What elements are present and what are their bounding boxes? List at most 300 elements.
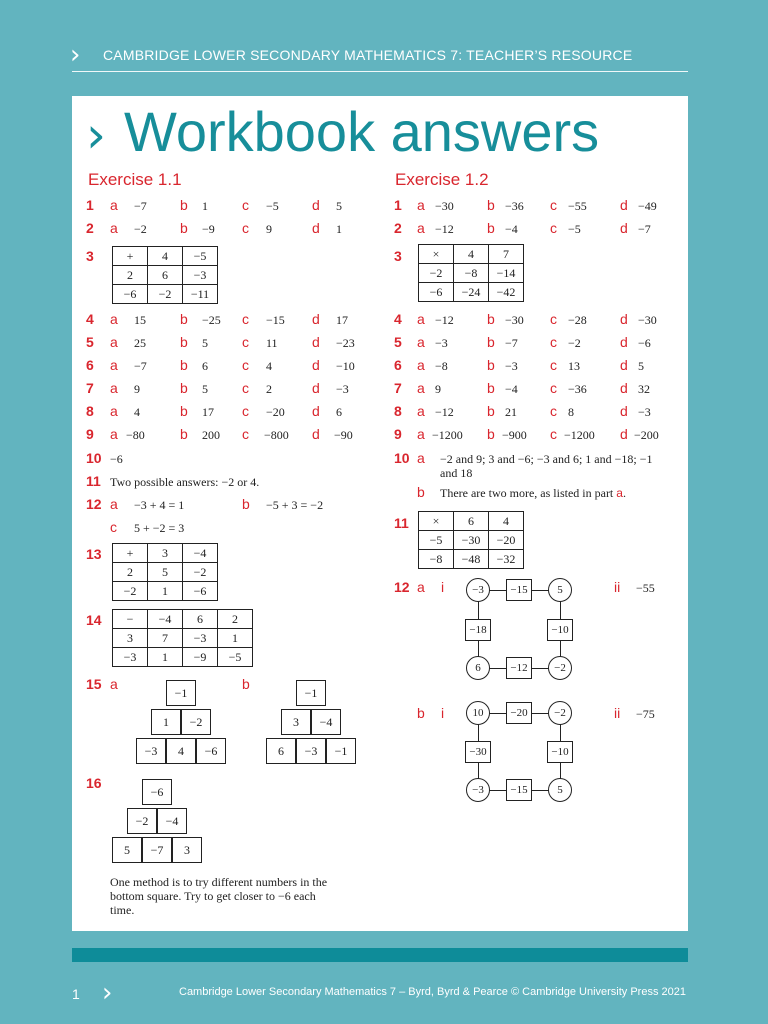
question-number: 6 [86, 357, 94, 373]
answer-value: −2 and 9; 3 and −6; −3 and 6; 1 and −18; −1 and 18 [440, 452, 653, 480]
answer-row [72, 357, 372, 377]
footer-bar [72, 948, 688, 962]
part-label: c [242, 403, 249, 419]
part-label: c [242, 357, 249, 373]
part-label: d [620, 334, 628, 350]
part-label: b [180, 380, 188, 396]
part-label: a [110, 357, 118, 373]
corner-circle: 5 [548, 778, 572, 802]
page-header [0, 40, 768, 72]
answer-value: −7 [505, 336, 518, 350]
answer-value: 6 [202, 359, 208, 373]
answer-value: −7 [134, 199, 147, 213]
answer-value: −6 [638, 336, 651, 350]
part-label: b [180, 426, 188, 442]
part-label: c [550, 426, 557, 442]
addition-table [112, 246, 218, 304]
table-cell: −48 [454, 550, 489, 569]
product-square: −15 [506, 779, 532, 801]
part-label: a [417, 197, 425, 213]
question-number: 11 [394, 515, 409, 531]
pyramid-cell: 6 [266, 738, 296, 764]
answer-value: −2 [134, 222, 147, 236]
product-square: −20 [506, 702, 532, 724]
table-cell: −4 [148, 610, 183, 629]
part-label: a [417, 311, 425, 327]
answer-value: 32 [638, 382, 650, 396]
table-cell: −30 [454, 531, 489, 550]
answer-row [380, 357, 680, 377]
part-label: d [312, 403, 320, 419]
answer-value: −90 [334, 428, 353, 442]
answer-row [72, 519, 372, 539]
part-label: c [550, 357, 557, 373]
answer-row [72, 450, 372, 470]
table-cell: −14 [489, 264, 524, 283]
table-cell: 4 [489, 512, 524, 531]
part-label: d [312, 334, 320, 350]
question-number: 14 [86, 612, 102, 628]
part-label: a [110, 197, 118, 213]
part-label: b [487, 197, 495, 213]
part-label: c [550, 311, 557, 327]
table-cell: −2 [113, 582, 148, 601]
answer-value: −23 [336, 336, 355, 350]
answer-value: −49 [638, 199, 657, 213]
table-cell: −6 [419, 283, 454, 302]
answer-value [440, 486, 680, 500]
table-cell: − [113, 610, 148, 629]
pyramid-cell: −6 [196, 738, 226, 764]
answer-value: 4 [134, 405, 140, 419]
corner-circle: −3 [466, 578, 490, 602]
answer-row [380, 197, 680, 217]
answer-value: −200 [634, 428, 659, 442]
pyramid-cell: −3 [136, 738, 166, 764]
part-label: a [417, 220, 425, 236]
question-number: 5 [394, 334, 402, 350]
pyramid-cell: 5 [112, 837, 142, 863]
answer-value: −3 [435, 336, 448, 350]
answer-row [72, 426, 372, 446]
answer-value: −5 [266, 199, 279, 213]
part-label: d [620, 357, 628, 373]
chevron-right-icon: › [86, 106, 106, 164]
exercise-1-2-title: Exercise 1.2 [395, 170, 489, 189]
corner-circle: 6 [466, 656, 490, 680]
part-label: b [180, 197, 188, 213]
answer-value: 5 [638, 359, 644, 373]
table-cell: −2 [183, 563, 218, 582]
part-label: c [242, 334, 249, 350]
pyramid-cell: 4 [166, 738, 196, 764]
answer-row [72, 380, 372, 400]
table-cell: −42 [489, 283, 524, 302]
page-number: 1 [72, 986, 80, 1002]
subpart-label: i [441, 705, 445, 721]
pyramid-cell: −4 [157, 808, 187, 834]
question-number: 10 [86, 450, 102, 466]
answer-value: 11 [266, 336, 278, 350]
answer-value: 8 [568, 405, 574, 419]
table-cell: 4 [148, 247, 183, 266]
question-number: 15 [86, 676, 102, 692]
question-number: 1 [394, 197, 402, 213]
part-label: a [417, 450, 425, 466]
table-cell: 2 [113, 563, 148, 582]
answer-value: −20 [266, 405, 285, 419]
question-number: 2 [86, 220, 94, 236]
part-label: a [417, 380, 425, 396]
answer-value: −75 [636, 707, 655, 721]
part-label: d [620, 380, 628, 396]
part-label: a [110, 426, 118, 442]
pyramid-cell: −2 [181, 709, 211, 735]
answer-value: −80 [126, 428, 145, 442]
part-label: c [550, 220, 557, 236]
table-cell: + [113, 544, 148, 563]
table-cell: −32 [489, 550, 524, 569]
part-label: d [312, 311, 320, 327]
table-cell: + [113, 247, 148, 266]
answer-row [72, 334, 372, 354]
answer-value: −4 [505, 382, 518, 396]
part-label: a [417, 403, 425, 419]
question-number: 9 [86, 426, 94, 442]
pyramid-cell: −7 [142, 837, 172, 863]
part-label: d [620, 403, 628, 419]
corner-circle: −2 [548, 701, 572, 725]
part-label: c [242, 380, 249, 396]
table-cell: −9 [183, 648, 218, 667]
subtraction-table [112, 609, 253, 667]
part-label: b [417, 484, 425, 500]
table-cell: −24 [454, 283, 489, 302]
answer-row [72, 403, 372, 423]
part-label: a [110, 311, 118, 327]
question-number: 10 [394, 450, 410, 466]
part-label: b [487, 311, 495, 327]
table-cell: −5 [218, 648, 253, 667]
answer-value: 13 [568, 359, 580, 373]
table-cell: 3 [113, 629, 148, 648]
part-reference: a [616, 486, 623, 500]
answer-value: −12 [435, 405, 454, 419]
answer-value: −36 [505, 199, 524, 213]
pyramid-cell: −3 [296, 738, 326, 764]
part-label: b [487, 220, 495, 236]
part-label: a [417, 357, 425, 373]
pyramid-cell: −1 [296, 680, 326, 706]
answer-value: −30 [638, 313, 657, 327]
answer-row [380, 334, 680, 354]
answer-value: −7 [638, 222, 651, 236]
answer-value: 9 [435, 382, 441, 396]
answer-row [72, 473, 372, 493]
table-cell: 7 [148, 629, 183, 648]
answer-value: −1200 [564, 428, 595, 442]
part-label: d [312, 426, 320, 442]
answer-row [380, 220, 680, 240]
answer-value: 17 [336, 313, 348, 327]
answer-value: −30 [435, 199, 454, 213]
question-number: 3 [86, 248, 94, 264]
part-label: a [417, 334, 425, 350]
table-cell: −5 [183, 247, 218, 266]
page-title: Workbook answers [124, 100, 600, 163]
answer-value: −30 [505, 313, 524, 327]
answer-text-end: . [622, 486, 626, 500]
question-number: 12 [86, 496, 102, 512]
part-label: b [487, 334, 495, 350]
part-label: b [487, 380, 495, 396]
part-label: b [242, 676, 250, 692]
table-cell: −2 [148, 285, 183, 304]
part-label: d [312, 380, 320, 396]
question-number: 9 [394, 426, 402, 442]
answer-value: −3 [505, 359, 518, 373]
answer-value: −2 [568, 336, 581, 350]
answer-value: −7 [134, 359, 147, 373]
answer-value: −55 [568, 199, 587, 213]
part-label: a [417, 426, 425, 442]
part-label: c [242, 220, 249, 236]
table-cell: 1 [218, 629, 253, 648]
part-label: a [110, 676, 118, 692]
part-label: a [417, 579, 425, 595]
part-label: b [242, 496, 250, 512]
part-label: a [110, 403, 118, 419]
addition-table [112, 543, 218, 601]
product-square: −12 [506, 657, 532, 679]
multiplication-table [418, 244, 524, 302]
part-label: a [110, 496, 118, 512]
question-number: 11 [86, 473, 101, 489]
part-label: b [487, 357, 495, 373]
answer-value: 25 [134, 336, 146, 350]
table-cell: −6 [183, 582, 218, 601]
part-label: a [110, 334, 118, 350]
part-label: c [110, 519, 117, 535]
table-cell: −3 [113, 648, 148, 667]
answer-value: −3 [336, 382, 349, 396]
answer-value: −8 [435, 359, 448, 373]
answer-value: −900 [502, 428, 527, 442]
corner-circle: −3 [466, 778, 490, 802]
part-label: b [487, 426, 495, 442]
subpart-label: ii [614, 705, 621, 721]
table-cell: −8 [454, 264, 489, 283]
answer-value: 1 [202, 199, 208, 213]
answer-row [380, 426, 680, 446]
answer-row [72, 311, 372, 331]
table-cell: −2 [419, 264, 454, 283]
answer-value: 15 [134, 313, 146, 327]
part-label: d [312, 197, 320, 213]
answer-row [380, 380, 680, 400]
product-square: −10 [547, 619, 573, 641]
part-label: a [110, 380, 118, 396]
part-label: c [550, 334, 557, 350]
answer-value: 6 [336, 405, 342, 419]
table-cell: 4 [454, 245, 489, 264]
answer-value: 2 [266, 382, 272, 396]
product-square: −15 [506, 579, 532, 601]
answer-value: −12 [435, 313, 454, 327]
part-label: d [312, 357, 320, 373]
product-square: −18 [465, 619, 491, 641]
answer-value: 17 [202, 405, 214, 419]
table-cell: 1 [148, 648, 183, 667]
exercise-1-1-title: Exercise 1.1 [88, 170, 182, 189]
answer-value: 9 [266, 222, 272, 236]
table-cell: × [419, 512, 454, 531]
answer-value: −10 [336, 359, 355, 373]
answer-value: 200 [202, 428, 220, 442]
answer-value: −25 [202, 313, 221, 327]
question-number: 2 [394, 220, 402, 236]
table-cell: −11 [183, 285, 218, 304]
answer-value: 1 [336, 222, 342, 236]
pyramid-cell: −1 [166, 680, 196, 706]
part-label: b [180, 403, 188, 419]
table-cell: 2 [218, 610, 253, 629]
answer-value: −3 [638, 405, 651, 419]
question-number: 1 [86, 197, 94, 213]
part-label: b [180, 334, 188, 350]
part-label: b [180, 220, 188, 236]
question-number: 7 [394, 380, 402, 396]
table-cell: −3 [183, 266, 218, 285]
part-label: a [110, 220, 118, 236]
question-number: 6 [394, 357, 402, 373]
answer-row [72, 197, 372, 217]
answer-value: 4 [266, 359, 272, 373]
table-cell: 7 [489, 245, 524, 264]
chevron-right-icon: › [102, 978, 113, 1008]
part-label: c [550, 380, 557, 396]
answer-value: −28 [568, 313, 587, 327]
answer-value: −5 + 3 = −2 [266, 498, 324, 512]
corner-circle: 10 [466, 701, 490, 725]
method-note: One method is to try different numbers in the bottom square. Try to get closer to −6 each time. [110, 875, 328, 917]
part-label: d [620, 311, 628, 327]
question-number: 7 [86, 380, 94, 396]
answer-value: 5 + −2 = 3 [134, 521, 185, 535]
answer-value: Two possible answers: −2 or 4. [110, 475, 260, 489]
answer-value: 21 [505, 405, 517, 419]
part-label: c [550, 197, 557, 213]
answer-row [72, 496, 372, 516]
part-label: b [180, 311, 188, 327]
pyramid-cell: −2 [127, 808, 157, 834]
product-square: −30 [465, 741, 491, 763]
part-label: c [242, 311, 249, 327]
header-divider [72, 71, 688, 72]
corner-circle: 5 [548, 578, 572, 602]
part-label: c [242, 197, 249, 213]
header-title: CAMBRIDGE LOWER SECONDARY MATHEMATICS 7: TEACHER’S RESOURCE [103, 47, 633, 63]
question-number: 4 [86, 311, 94, 327]
answer-value: 9 [134, 382, 140, 396]
table-cell: 1 [148, 582, 183, 601]
answer-row [72, 220, 372, 240]
part-label: b [417, 705, 425, 721]
question-number: 13 [86, 546, 102, 562]
chevron-right-icon: › [70, 40, 81, 70]
answer-value: −1200 [432, 428, 463, 442]
table-cell: 3 [148, 544, 183, 563]
answer-row [380, 403, 680, 423]
answer-value: −3 + 4 = 1 [134, 498, 185, 512]
part-label: c [550, 403, 557, 419]
table-cell: 6 [183, 610, 218, 629]
table-cell: 6 [148, 266, 183, 285]
answer-text: There are two more, as listed in part [440, 486, 614, 500]
table-cell: −3 [183, 629, 218, 648]
question-number: 8 [86, 403, 94, 419]
question-number: 12 [394, 579, 410, 595]
multiplication-table [418, 511, 524, 569]
table-cell: −20 [489, 531, 524, 550]
table-cell: 2 [113, 266, 148, 285]
answer-value: −4 [505, 222, 518, 236]
answer-value: 5 [336, 199, 342, 213]
table-cell: × [419, 245, 454, 264]
answer-value: −15 [266, 313, 285, 327]
pyramid-cell: 1 [151, 709, 181, 735]
pyramid-cell: −4 [311, 709, 341, 735]
answer-row [380, 311, 680, 331]
table-cell: −6 [113, 285, 148, 304]
question-number: 4 [394, 311, 402, 327]
question-number: 8 [394, 403, 402, 419]
question-number: 5 [86, 334, 94, 350]
part-label: c [242, 426, 249, 442]
part-label: d [620, 426, 628, 442]
table-cell: −5 [419, 531, 454, 550]
table-cell: 5 [148, 563, 183, 582]
answer-value: −36 [568, 382, 587, 396]
answer-value: 5 [202, 336, 208, 350]
question-number: 3 [394, 248, 402, 264]
answer-value: −12 [435, 222, 454, 236]
pyramid-cell: 3 [281, 709, 311, 735]
footer-credit: Cambridge Lower Secondary Mathematics 7 – Byrd, Byrd & Pearce © Cambridge University Press 2021 [179, 986, 686, 998]
answer-value: −800 [264, 428, 289, 442]
question-number: 16 [86, 775, 102, 791]
table-cell: −8 [419, 550, 454, 569]
answer-sheet [72, 96, 688, 931]
product-square: −10 [547, 741, 573, 763]
part-label: b [487, 403, 495, 419]
answer-value: −9 [202, 222, 215, 236]
table-cell: −4 [183, 544, 218, 563]
part-label: b [180, 357, 188, 373]
answer-value: −5 [568, 222, 581, 236]
subpart-label: ii [614, 579, 621, 595]
answer-value: −6 [110, 452, 123, 466]
pyramid-cell: −1 [326, 738, 356, 764]
pyramid-cell: 3 [172, 837, 202, 863]
pyramid-cell: −6 [142, 779, 172, 805]
part-label: d [620, 220, 628, 236]
subpart-label: i [441, 579, 445, 595]
answer-value: −55 [636, 581, 655, 595]
part-label: d [620, 197, 628, 213]
part-label: d [312, 220, 320, 236]
table-cell: 6 [454, 512, 489, 531]
